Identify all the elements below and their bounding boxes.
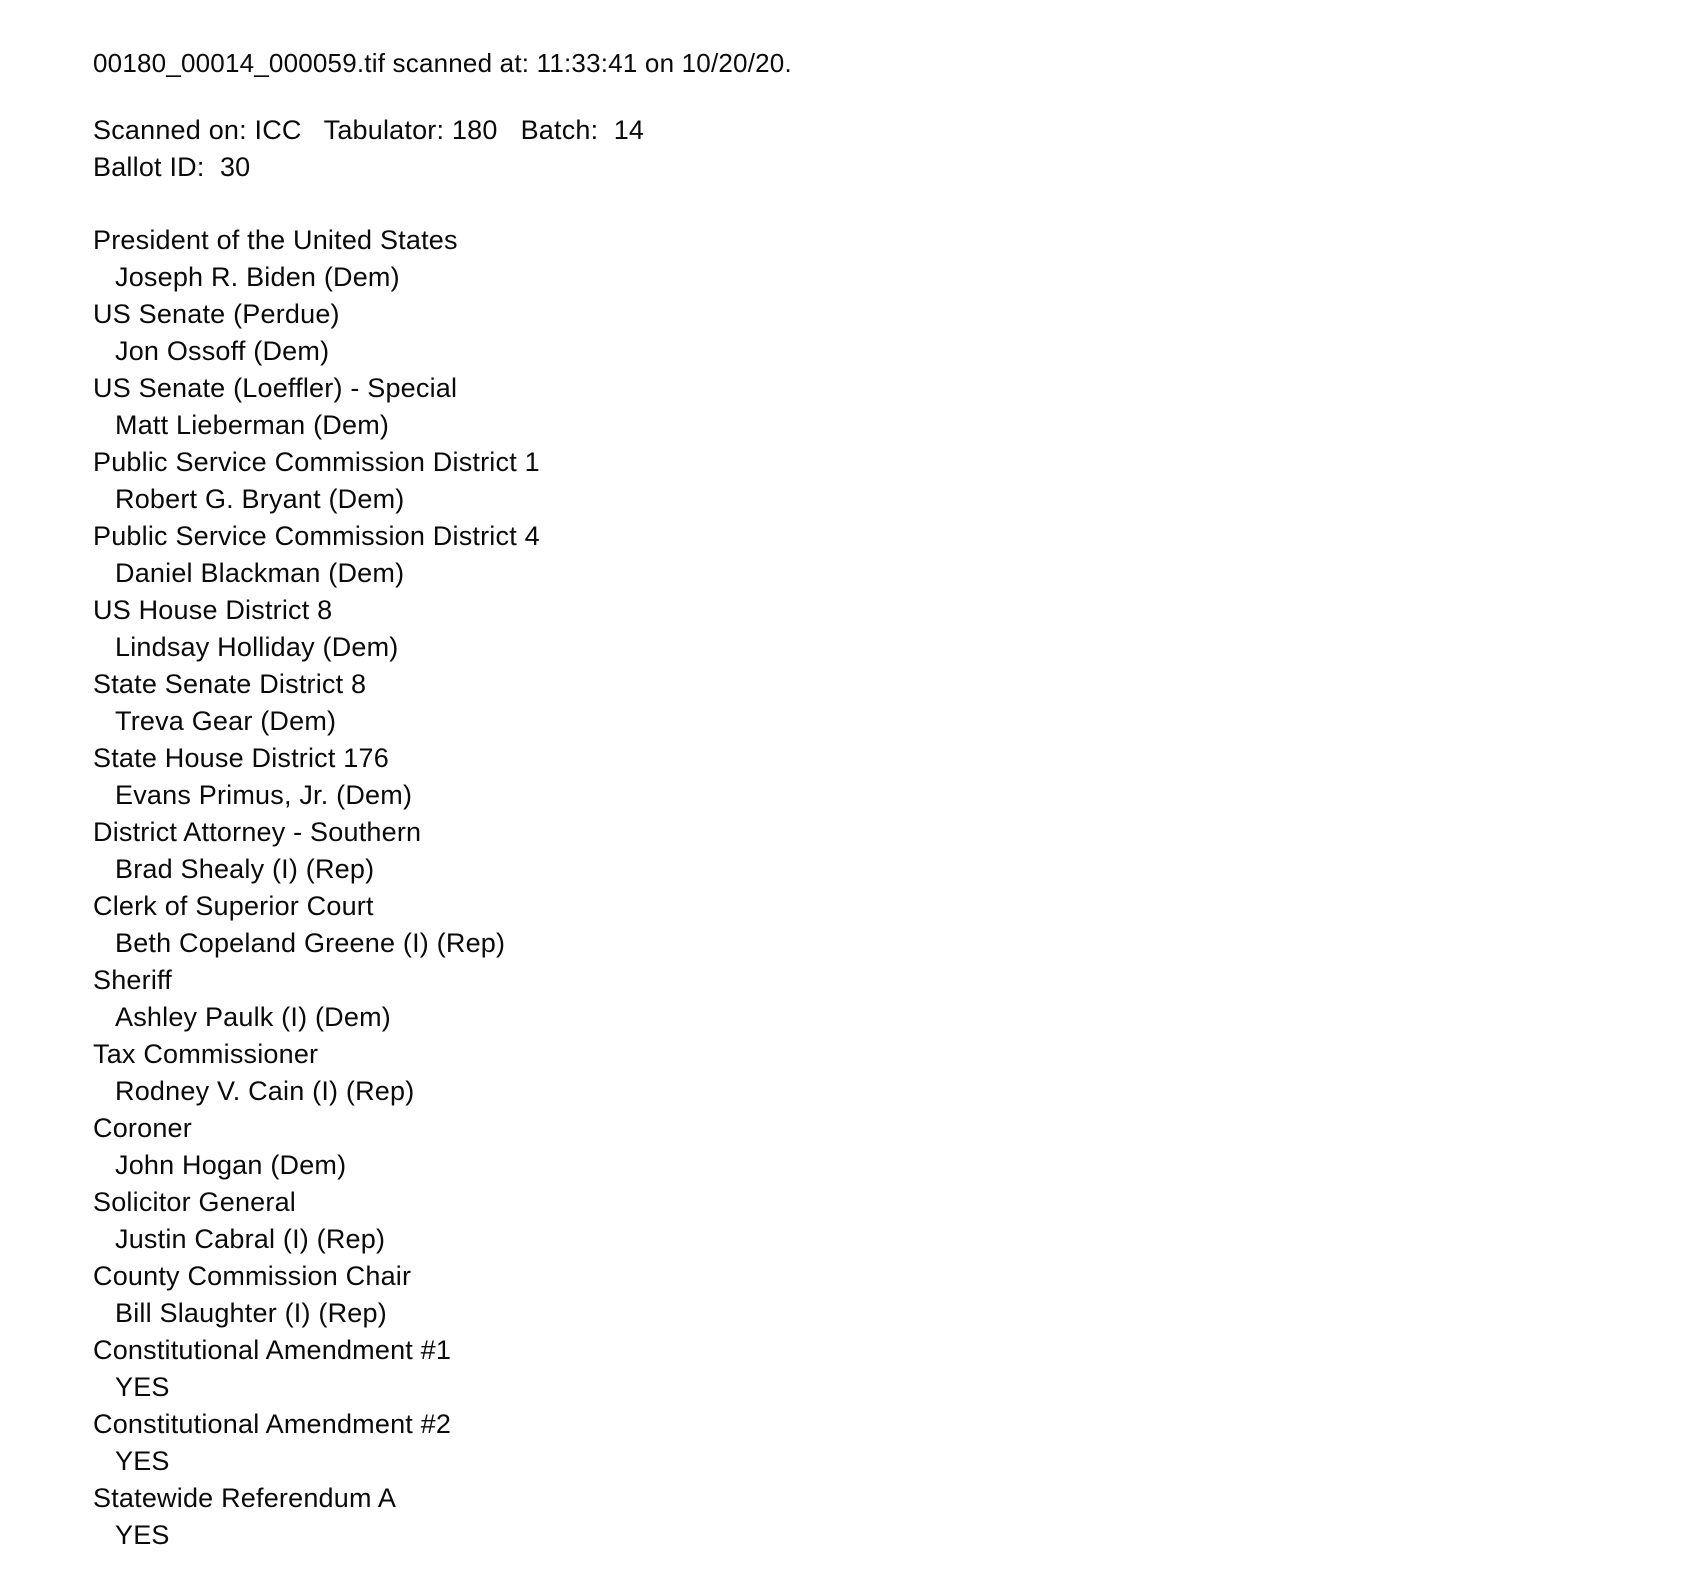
contest-row bbox=[0, 962, 1707, 1036]
contest-name: State Senate District 8 bbox=[93, 669, 367, 699]
contest-name: Solicitor General bbox=[93, 1187, 296, 1217]
contest-choice: Matt Lieberman (Dem) bbox=[115, 410, 390, 440]
contest-choice: Joseph R. Biden (Dem) bbox=[115, 262, 400, 292]
contest-row bbox=[0, 666, 1707, 740]
scan-meta-line bbox=[0, 112, 1707, 149]
contest-row bbox=[0, 1406, 1707, 1480]
contest-list bbox=[0, 222, 1707, 1554]
contest-row bbox=[0, 1258, 1707, 1332]
contest-row bbox=[0, 1480, 1707, 1554]
contest-row bbox=[0, 814, 1707, 888]
batch-label: Batch: 14 bbox=[520, 115, 645, 145]
contest-choice: YES bbox=[115, 1372, 170, 1402]
contest-choice: YES bbox=[115, 1520, 170, 1550]
contest-name: Constitutional Amendment #2 bbox=[93, 1409, 452, 1439]
scan-filename-line: 00180_00014_000059.tif scanned at: 11:33:41 on 10/20/20. bbox=[93, 48, 792, 78]
contest-name: Constitutional Amendment #1 bbox=[93, 1335, 452, 1365]
contest-choice: Bill Slaughter (I) (Rep) bbox=[115, 1298, 387, 1328]
contest-row bbox=[0, 222, 1707, 296]
contest-name: President of the United States bbox=[93, 225, 458, 255]
contest-choice: Robert G. Bryant (Dem) bbox=[115, 484, 405, 514]
contest-row bbox=[0, 296, 1707, 370]
contest-row bbox=[0, 888, 1707, 962]
contest-choice: Treva Gear (Dem) bbox=[115, 706, 337, 736]
contest-row bbox=[0, 1184, 1707, 1258]
contest-name: Sheriff bbox=[93, 965, 172, 995]
contest-name: US Senate (Perdue) bbox=[93, 299, 340, 329]
contest-choice: Evans Primus, Jr. (Dem) bbox=[115, 780, 413, 810]
contest-choice: Rodney V. Cain (I) (Rep) bbox=[115, 1076, 415, 1106]
contest-choice: Daniel Blackman (Dem) bbox=[115, 558, 405, 588]
contest-row bbox=[0, 1332, 1707, 1406]
contest-row bbox=[0, 592, 1707, 666]
contest-row bbox=[0, 740, 1707, 814]
contest-name: Tax Commissioner bbox=[93, 1039, 319, 1069]
contest-choice: Brad Shealy (I) (Rep) bbox=[115, 854, 375, 884]
contest-choice: Beth Copeland Greene (I) (Rep) bbox=[115, 928, 506, 958]
contest-row bbox=[0, 1110, 1707, 1184]
contest-row bbox=[0, 444, 1707, 518]
contest-name: Public Service Commission District 4 bbox=[93, 521, 540, 551]
contest-choice: Lindsay Holliday (Dem) bbox=[115, 632, 399, 662]
scanned-on-label: Scanned on: ICC bbox=[93, 115, 302, 145]
contest-name: State House District 176 bbox=[93, 743, 389, 773]
contest-row bbox=[0, 370, 1707, 444]
contest-choice: Ashley Paulk (I) (Dem) bbox=[115, 1002, 391, 1032]
contest-choice: YES bbox=[115, 1446, 170, 1476]
contest-choice: Jon Ossoff (Dem) bbox=[115, 336, 330, 366]
contest-choice: Justin Cabral (I) (Rep) bbox=[115, 1224, 386, 1254]
contest-row bbox=[0, 1036, 1707, 1110]
contest-name: Clerk of Superior Court bbox=[93, 891, 374, 921]
contest-name: US Senate (Loeffler) - Special bbox=[93, 373, 458, 403]
contest-name: Statewide Referendum A bbox=[93, 1483, 397, 1513]
contest-name: District Attorney - Southern bbox=[93, 817, 422, 847]
ballot-id-line: Ballot ID: 30 bbox=[93, 152, 251, 182]
contest-name: US House District 8 bbox=[93, 595, 333, 625]
contest-name: Public Service Commission District 1 bbox=[93, 447, 540, 477]
tabulator-label: Tabulator: 180 bbox=[323, 115, 498, 145]
contest-row bbox=[0, 518, 1707, 592]
contest-choice: John Hogan (Dem) bbox=[115, 1150, 347, 1180]
contest-name: Coroner bbox=[93, 1113, 192, 1143]
contest-name: County Commission Chair bbox=[93, 1261, 412, 1291]
